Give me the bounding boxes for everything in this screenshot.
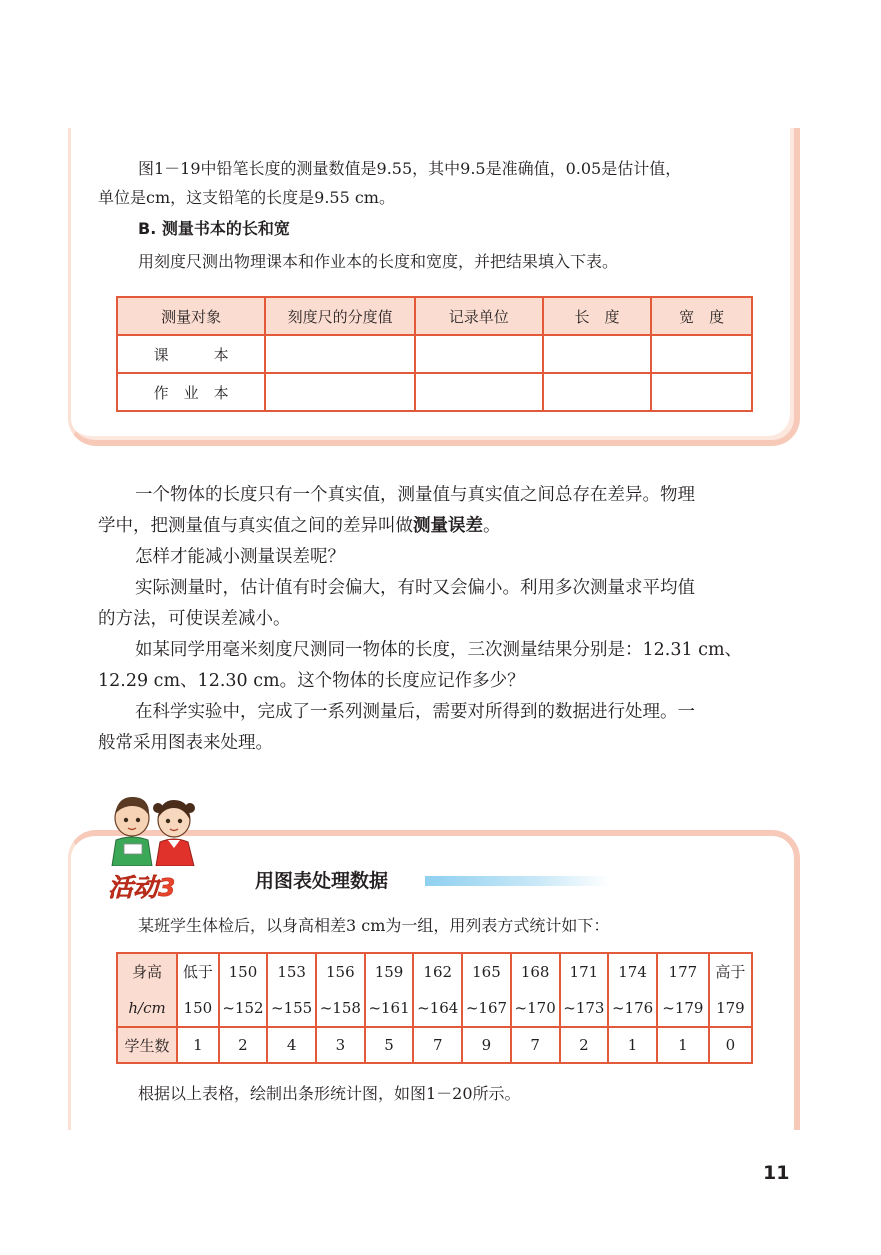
paragraph-5-line-2: 般常采用图表来处理。 [98, 733, 273, 753]
table-cell [709, 953, 752, 1027]
table-cell [219, 953, 268, 1027]
paragraph-4-line-1: 如某同学用毫米刻度尺测同一物体的长度，三次测量结果分别是：12.31 cm、 [135, 640, 743, 660]
table-header-cell: 刻度尺的分度值 [265, 297, 414, 335]
cell-top: 162 [423, 963, 453, 981]
cell-top: 165 [472, 963, 501, 981]
box-instruction: 用刻度尺测出物理课本和作业本的长度和宽度，并把结果填入下表。 [138, 252, 619, 271]
table-cell [267, 953, 316, 1027]
box-line-1: 图1－19中铅笔长度的测量数值是9.55，其中9.5是准确值，0.05是估计值， [138, 159, 682, 178]
empty-cell [415, 373, 543, 411]
title-decoration-bar [425, 876, 610, 886]
cell-top: 159 [374, 963, 404, 981]
table-header-cell: 宽 度 [651, 297, 752, 335]
paragraph-4-line-2: 12.29 cm、12.30 cm。这个物体的长度应记作多少？ [98, 671, 525, 691]
cell-top: 174 [618, 963, 647, 981]
count-cell: 2 [560, 1027, 609, 1063]
table-row [117, 373, 752, 411]
table-header-cell: 长 度 [543, 297, 652, 335]
count-cell: 4 [267, 1027, 316, 1063]
paragraph-3-line-1: 实际测量时，估计值有时会偏大，有时又会偏小。利用多次测量求平均值 [135, 578, 695, 598]
cell-top: 150 [228, 963, 258, 981]
count-cell: 7 [511, 1027, 560, 1063]
paragraph-3-line-2: 的方法，可使误差减小。 [98, 609, 291, 629]
cell-bottom: 150 [183, 999, 213, 1017]
text: 学中，把测量值与真实值之间的差异叫做 [98, 516, 413, 536]
students-illustration [102, 788, 202, 866]
row-header-height [117, 953, 177, 1027]
table-header-cell: 测量对象 [117, 297, 265, 335]
term-measurement-error: 测量误差 [413, 516, 483, 536]
empty-cell [651, 373, 752, 411]
section-heading-b: B. 测量书本的长和宽 [138, 219, 290, 238]
paragraph-2: 怎样才能减小测量误差呢？ [135, 547, 345, 567]
table-header-row [117, 297, 752, 335]
table-cell [177, 953, 218, 1027]
count-cell: 1 [608, 1027, 657, 1063]
row-label: 作 业 本 [117, 373, 265, 411]
boy-figure [112, 797, 152, 866]
row-label: 课 本 [117, 335, 265, 373]
table-cell [365, 953, 414, 1027]
cell-top: 171 [569, 963, 599, 981]
girl-figure [153, 800, 195, 866]
cell-top: 低于 [182, 963, 213, 981]
table-cell [413, 953, 462, 1027]
empty-cell [543, 373, 652, 411]
table-cell [511, 953, 560, 1027]
table-row [117, 1027, 752, 1063]
count-cell: 5 [365, 1027, 414, 1063]
empty-cell [651, 335, 752, 373]
cell-bottom: ~173 [563, 999, 605, 1017]
measurement-table [116, 296, 753, 412]
count-cell: 3 [316, 1027, 365, 1063]
cell-top: 153 [277, 963, 306, 981]
cell-top: 156 [326, 963, 355, 981]
header-unit-label: h/cm [128, 999, 166, 1017]
activity-title: 用图表处理数据 [255, 870, 389, 892]
empty-cell [415, 335, 543, 373]
paragraph-1-line-2 [98, 514, 501, 538]
table-cell [316, 953, 365, 1027]
paragraph-5-line-1: 在科学实验中，完成了一系列测量后，需要对所得到的数据进行处理。一 [135, 702, 695, 722]
paragraph-1-line-1: 一个物体的长度只有一个真实值，测量值与真实值之间总存在差异。物理 [135, 485, 695, 505]
count-cell: 0 [709, 1027, 752, 1063]
height-distribution-table [116, 952, 753, 1064]
count-cell: 1 [657, 1027, 709, 1063]
table-header-cell: 记录单位 [415, 297, 543, 335]
page-number: 11 [763, 1162, 790, 1184]
cell-bottom: ~152 [222, 999, 264, 1017]
cell-top: 高于 [715, 963, 746, 981]
table-cell [657, 953, 709, 1027]
box-line-2: 单位是cm，这支铅笔的长度是9.55 cm。 [98, 188, 395, 207]
table-cell [462, 953, 511, 1027]
count-cell: 2 [219, 1027, 268, 1063]
cell-bottom: ~155 [271, 999, 313, 1017]
cell-top: 168 [520, 963, 550, 981]
cell-bottom: ~161 [368, 999, 410, 1017]
count-cell: 7 [413, 1027, 462, 1063]
cell-bottom: ~179 [662, 999, 704, 1017]
empty-cell [265, 373, 414, 411]
cell-bottom: ~167 [465, 999, 508, 1017]
cell-bottom: ~170 [514, 999, 556, 1017]
row-header-count: 学生数 [117, 1027, 177, 1063]
table-cell [560, 953, 609, 1027]
header-height-label: 身高 [132, 963, 163, 981]
table-cell [608, 953, 657, 1027]
activity-footer: 根据以上表格，绘制出条形统计图，如图1－20所示。 [138, 1084, 521, 1103]
text: 。 [483, 516, 501, 536]
cell-bottom: ~158 [319, 999, 361, 1017]
cell-bottom: 179 [716, 999, 745, 1017]
cell-top: 177 [668, 963, 698, 981]
activity-intro: 某班学生体检后，以身高相差3 cm为一组，用列表方式统计如下： [138, 916, 610, 935]
count-cell: 1 [177, 1027, 218, 1063]
empty-cell [543, 335, 652, 373]
cell-bottom: ~164 [417, 999, 459, 1017]
empty-cell [265, 335, 414, 373]
cell-bottom: ~176 [611, 999, 654, 1017]
count-cell: 9 [462, 1027, 511, 1063]
activity-label: 活动3 [108, 873, 176, 902]
table-row [117, 335, 752, 373]
